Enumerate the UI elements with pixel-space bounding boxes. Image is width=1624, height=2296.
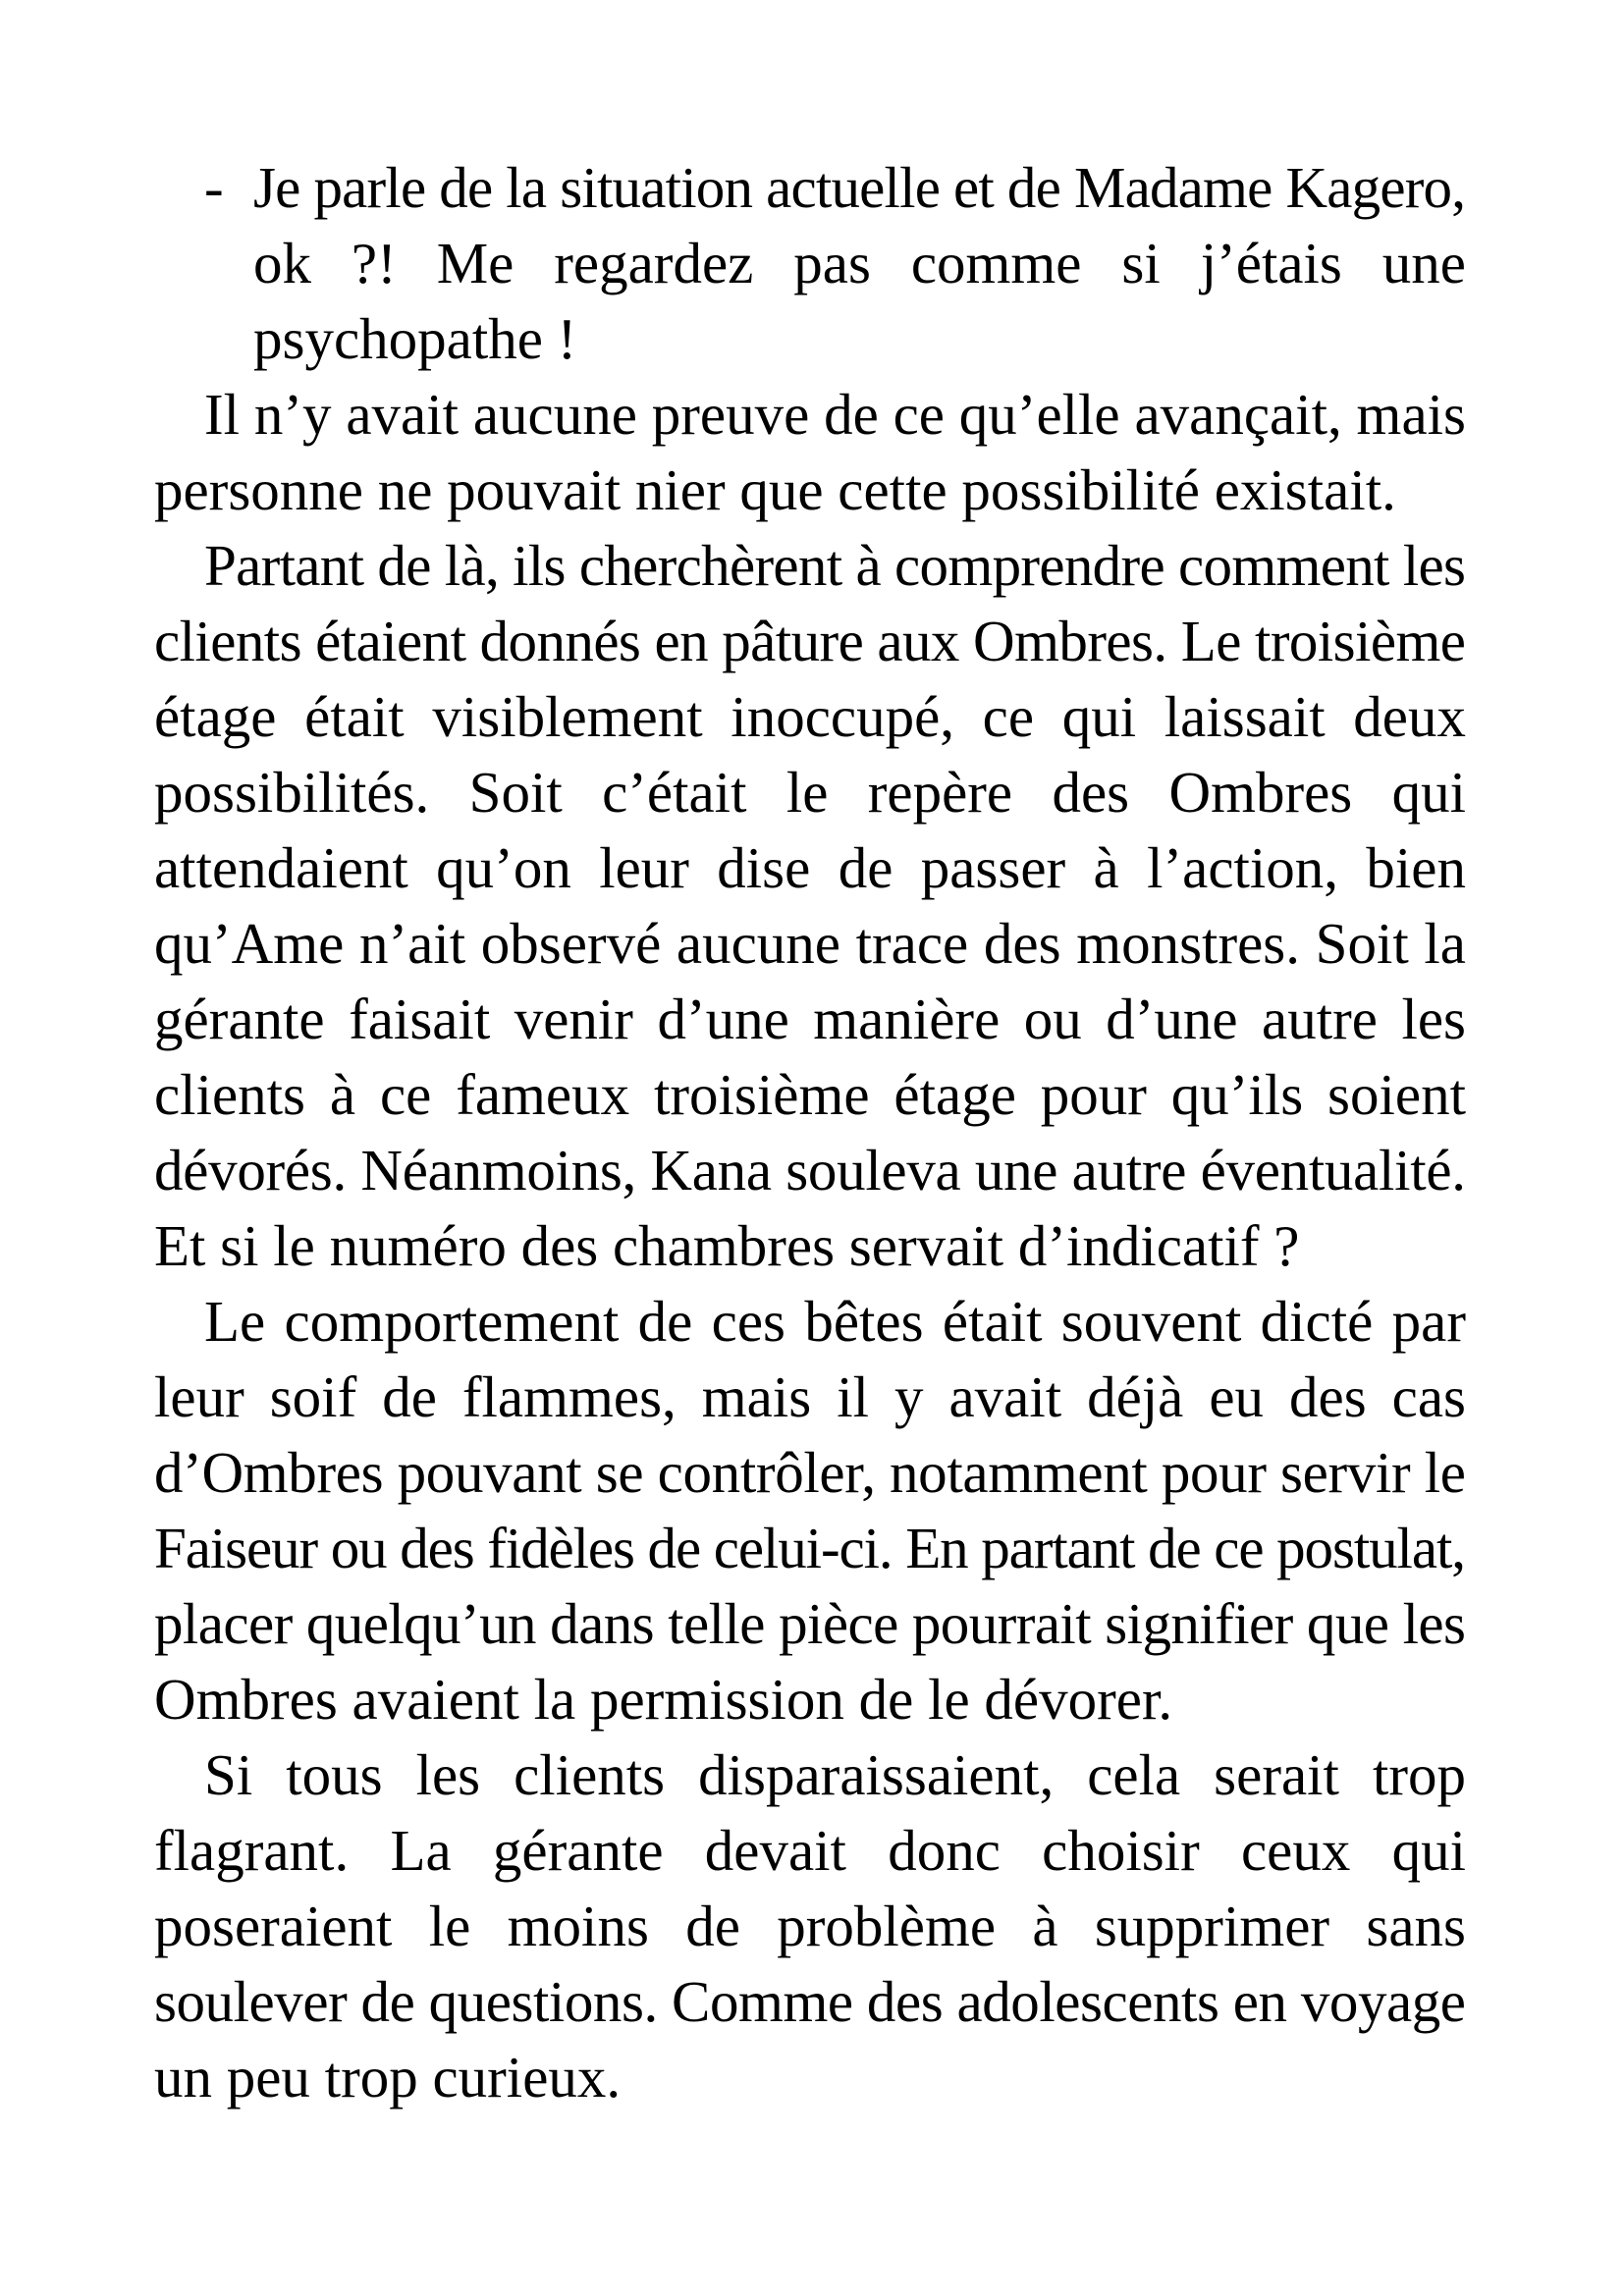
text-line: étage était visiblement inoccupé, ce qui laissait deux bbox=[154, 684, 1466, 749]
dialogue-text bbox=[253, 150, 1466, 377]
text-line: qu’Ame n’ait observé aucune trace des monstres. Soit la bbox=[154, 911, 1466, 976]
text-line: personne ne pouvait nier que cette possibilité existait. bbox=[154, 457, 1396, 522]
text-line: d’Ombres pouvant se contrôler, notamment pour servir le bbox=[154, 1440, 1466, 1505]
text-line: flagrant. La gérante devait donc choisir ceux qui bbox=[154, 1818, 1466, 1883]
text-line: clients à ce fameux troisième étage pour qu’ils soient bbox=[154, 1062, 1466, 1127]
text-line: Si tous les clients disparaissaient, cela serait trop bbox=[204, 1742, 1466, 1807]
paragraph bbox=[154, 528, 1466, 1284]
dialogue-dash-gutter bbox=[154, 150, 253, 226]
body-text bbox=[154, 150, 1466, 2115]
text-line: psychopathe ! bbox=[253, 306, 577, 371]
text-line: poseraient le moins de problème à supprimer sans bbox=[154, 1894, 1466, 1958]
text-line: leur soif de flammes, mais il y avait déjà eu des cas bbox=[154, 1364, 1466, 1429]
text-line: Je parle de la situation actuelle et de Madame Kagero, bbox=[253, 155, 1466, 220]
paragraph bbox=[154, 1737, 1466, 2115]
text-line: possibilités. Soit c’était le repère des Ombres qui bbox=[154, 760, 1466, 825]
text-line: Faiseur ou des fidèles de celui-ci. En partant de ce postulat, bbox=[154, 1516, 1465, 1580]
dialogue-line bbox=[154, 150, 1466, 377]
text-line: Ombres avaient la permission de le dévorer. bbox=[154, 1667, 1173, 1732]
text-line: Le comportement de ces bêtes était souvent dicté par bbox=[204, 1289, 1466, 1354]
text-line: dévorés. Néanmoins, Kana souleva une autre éventualité. bbox=[154, 1138, 1466, 1202]
text-line: Et si le numéro des chambres servait d’indicatif ? bbox=[154, 1213, 1300, 1278]
text-line: ok ?! Me regardez pas comme si j’étais une bbox=[253, 231, 1466, 295]
text-line: clients étaient donnés en pâture aux Ombres. Le troisième bbox=[154, 609, 1466, 673]
text-line: placer quelqu’un dans telle pièce pourrait signifier que les bbox=[154, 1591, 1466, 1656]
text-line: gérante faisait venir d’une manière ou d’une autre les bbox=[154, 987, 1466, 1051]
text-line: un peu trop curieux. bbox=[154, 2045, 622, 2109]
dialogue-dash: - bbox=[204, 155, 224, 220]
text-line: Partant de là, ils cherchèrent à comprendre comment les bbox=[204, 533, 1466, 598]
text-line: attendaient qu’on leur dise de passer à l’action, bien bbox=[154, 835, 1466, 900]
paragraph bbox=[154, 377, 1466, 528]
paragraph bbox=[154, 1284, 1466, 1737]
text-line: Il n’y avait aucune preuve de ce qu’elle avançait, mais bbox=[204, 382, 1466, 447]
text-line: soulever de questions. Comme des adolescents en voyage bbox=[154, 1969, 1466, 2034]
